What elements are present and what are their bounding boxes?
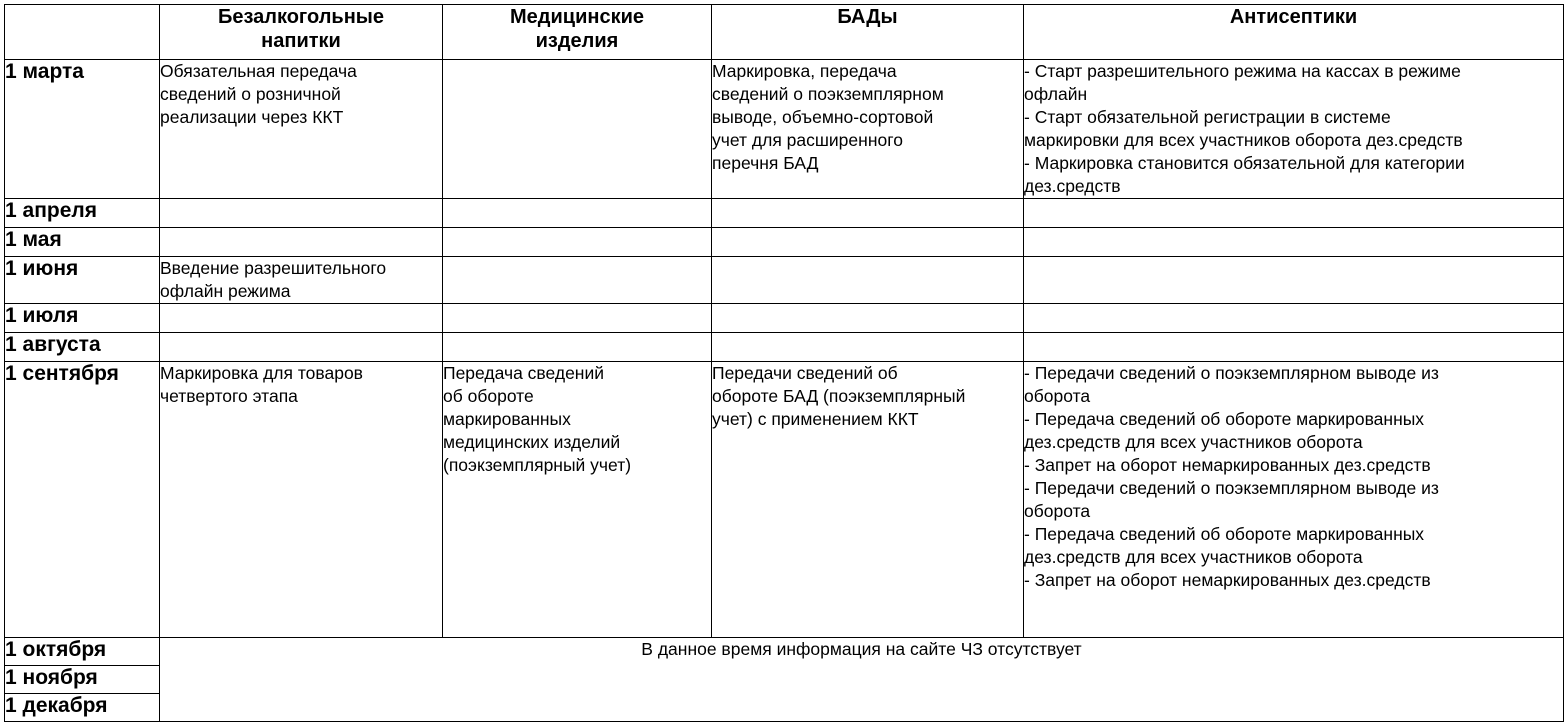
- cell-line: дез.средств для всех участников оборота: [1024, 432, 1363, 452]
- cell-line: дез.средств для всех участников оборота: [1024, 547, 1363, 567]
- cell-line: дез.средств: [1024, 176, 1121, 196]
- cell-bad: [712, 362, 1024, 638]
- row-date: 1 марта: [5, 60, 160, 199]
- row-date: 1 мая: [5, 228, 160, 257]
- cell-line: маркированных: [443, 409, 571, 429]
- cell-line: оборота: [1024, 386, 1091, 406]
- cell-line: выводе, объемно-сортовой: [712, 107, 934, 127]
- header-line: Безалкогольные: [217, 6, 385, 28]
- table-row: [5, 362, 1564, 638]
- cell-line: - Запрет на оборот немаркированных дез.средств: [1024, 570, 1431, 590]
- column-header-medical: [443, 5, 712, 60]
- header-row: [5, 5, 1564, 60]
- cell-line: - Старт обязательной регистрации в системе: [1024, 107, 1391, 127]
- cell-drinks: [160, 257, 443, 304]
- cell-bad: [712, 333, 1024, 362]
- cell-antiseptics: [1024, 257, 1564, 304]
- table-row: [5, 304, 1564, 333]
- cell-medical: [443, 333, 712, 362]
- cell-line: (поэкземплярный учет): [443, 455, 632, 475]
- table-row: [5, 199, 1564, 228]
- column-header-antiseptics: [1024, 5, 1564, 60]
- row-date: 1 апреля: [5, 199, 160, 228]
- cell-line: маркировки для всех участников оборота дез.средств: [1024, 130, 1463, 150]
- header-line: БАДы: [837, 6, 898, 28]
- cell-line: оборота: [1024, 501, 1091, 521]
- cell-line: Обязательная передача: [160, 61, 357, 81]
- cell-line: Передачи сведений об: [712, 363, 898, 383]
- cell-drinks: [160, 228, 443, 257]
- header-line: Медицинские: [510, 6, 644, 28]
- cell-line: учет) с применением ККТ: [712, 409, 919, 429]
- header-line: Антисептики: [1229, 6, 1358, 28]
- row-date: 1 ноября: [5, 666, 160, 694]
- row-date: 1 декабря: [5, 694, 160, 722]
- cell-line: об обороте: [443, 386, 534, 406]
- cell-line: реализации через ККТ: [160, 107, 344, 127]
- table-row: [5, 60, 1564, 199]
- row-date: 1 октября: [5, 638, 160, 666]
- cell-antiseptics: [1024, 362, 1564, 638]
- cell-line: обороте БАД (поэкземплярный: [712, 386, 966, 406]
- cell-line: офлайн: [1024, 84, 1088, 104]
- header-line: напитки: [261, 30, 341, 52]
- cell-line: медицинских изделий: [443, 432, 621, 452]
- cell-bad: [712, 199, 1024, 228]
- cell-drinks: [160, 60, 443, 199]
- cell-antiseptics: [1024, 333, 1564, 362]
- cell-line: учет для расширенного: [712, 130, 903, 150]
- cell-line: Маркировка для товаров: [160, 363, 363, 383]
- cell-line: - Передача сведений об обороте маркированных: [1024, 409, 1425, 429]
- cell-bad: [712, 257, 1024, 304]
- cell-medical: [443, 304, 712, 333]
- header-line: изделия: [535, 30, 619, 52]
- cell-line: перечня БАД: [712, 153, 819, 173]
- cell-line: - Передача сведений об обороте маркированных: [1024, 524, 1425, 544]
- column-header-date: [5, 5, 160, 60]
- cell-line: - Запрет на оборот немаркированных дез.средств: [1024, 455, 1431, 475]
- cell-medical: [443, 362, 712, 638]
- cell-line: четвертого этапа: [160, 386, 298, 406]
- row-date: 1 августа: [5, 333, 160, 362]
- cell-medical: [443, 199, 712, 228]
- cell-line: сведений о розничной: [160, 84, 341, 104]
- cell-line: - Передачи сведений о поэкземплярном выводе из: [1024, 478, 1439, 498]
- cell-drinks: [160, 304, 443, 333]
- cell-drinks: [160, 199, 443, 228]
- cell-line: сведений о поэкземплярном: [712, 84, 944, 104]
- column-header-drinks: [160, 5, 443, 60]
- cell-drinks: [160, 362, 443, 638]
- table-row: [5, 228, 1564, 257]
- table-row: [5, 333, 1564, 362]
- column-header-bad: [712, 5, 1024, 60]
- cell-line: - Передачи сведений о поэкземплярном выводе из: [1024, 363, 1439, 383]
- cell-line: - Старт разрешительного режима на кассах в режиме: [1024, 61, 1461, 81]
- row-date: 1 июня: [5, 257, 160, 304]
- cell-line: - Маркировка становится обязательной для категории: [1024, 153, 1465, 173]
- cell-antiseptics: [1024, 304, 1564, 333]
- schedule-table: [4, 4, 1564, 722]
- cell-medical: [443, 60, 712, 199]
- row-date: 1 сентября: [5, 362, 160, 638]
- cell-drinks: [160, 333, 443, 362]
- no-info-notice: В данное время информация на сайте ЧЗ отсутствует: [160, 638, 1564, 722]
- cell-antiseptics: [1024, 228, 1564, 257]
- cell-line: Маркировка, передача: [712, 61, 897, 81]
- cell-line: офлайн режима: [160, 281, 291, 301]
- cell-antiseptics: [1024, 199, 1564, 228]
- table-row: [5, 257, 1564, 304]
- cell-antiseptics: [1024, 60, 1564, 199]
- cell-line: Введение разрешительного: [160, 258, 387, 278]
- cell-medical: [443, 228, 712, 257]
- cell-bad: [712, 228, 1024, 257]
- table-row: [5, 638, 1564, 666]
- row-date: 1 июля: [5, 304, 160, 333]
- cell-medical: [443, 257, 712, 304]
- cell-bad: [712, 304, 1024, 333]
- cell-line: Передача сведений: [443, 363, 605, 383]
- cell-bad: [712, 60, 1024, 199]
